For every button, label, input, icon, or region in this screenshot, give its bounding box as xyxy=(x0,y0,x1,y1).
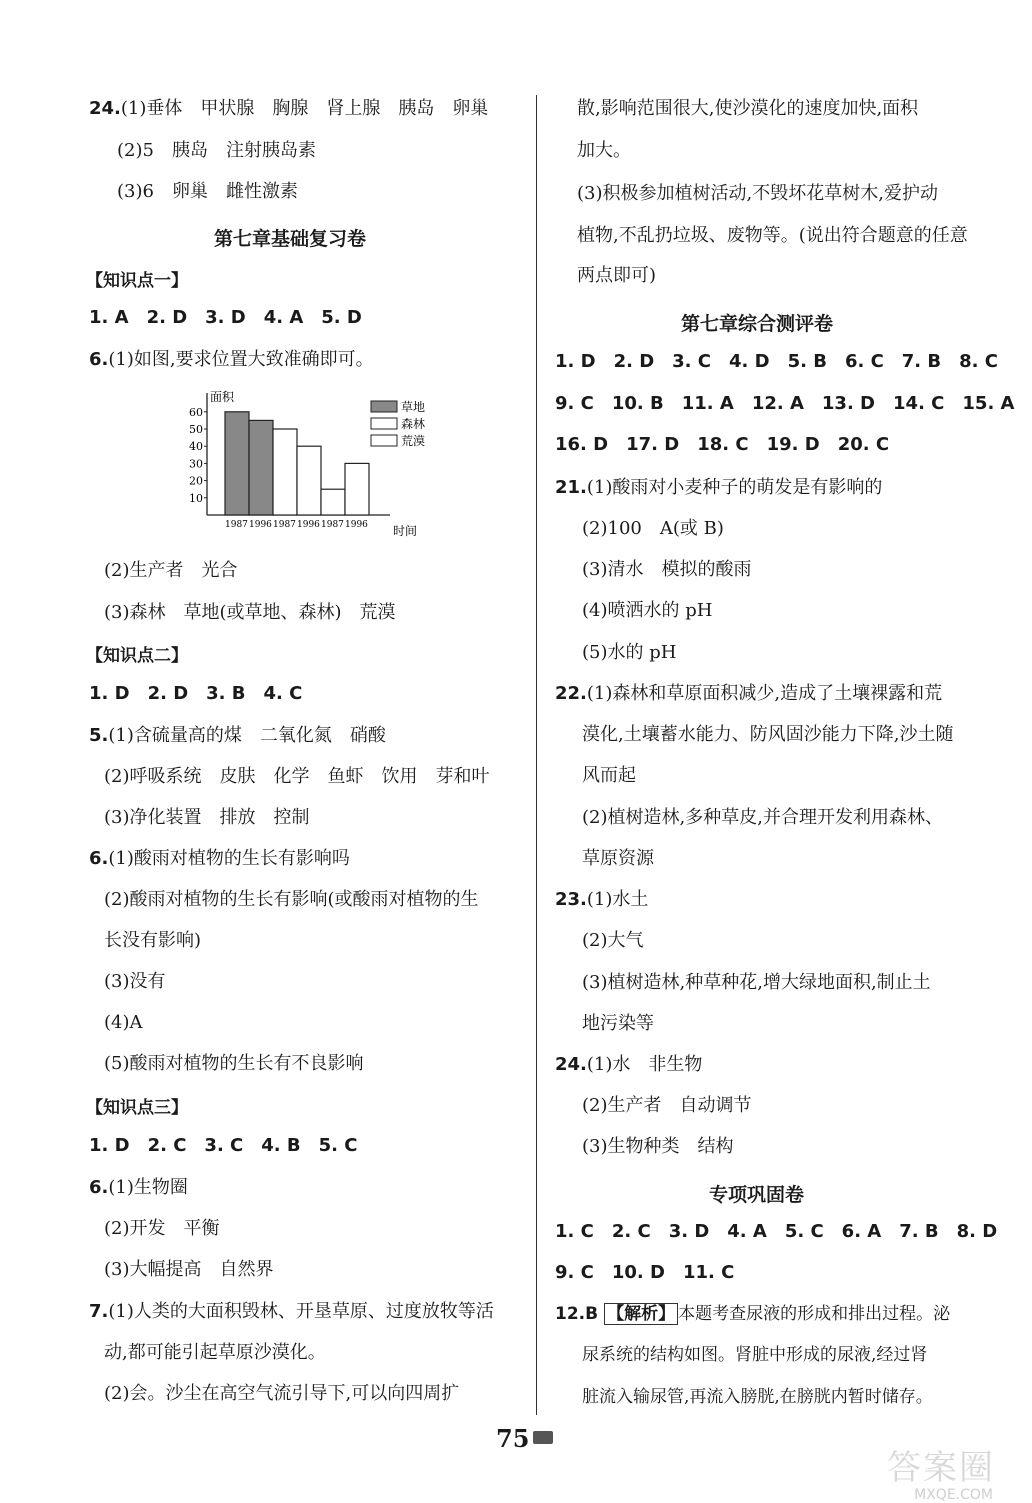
test-answers-row3: 16. D 17. D 18. C 19. D 20. C xyxy=(555,434,890,455)
x-tick-label: 1987 xyxy=(225,520,248,530)
y-tick-label: 40 xyxy=(189,440,203,454)
q21-line3: (3)清水 模拟的酸雨 xyxy=(582,559,752,580)
q12-line1: 12.B 【解析】 本题考查尿液的形成和排出过程。泌 xyxy=(555,1304,951,1324)
x-tick-label: 1996 xyxy=(345,520,368,530)
y-tick-label: 20 xyxy=(189,474,203,488)
q12-line3: 脏流入输尿管,再流入膀胱,在膀胱内暂时储存。 xyxy=(582,1387,933,1407)
test-answers-row1: 1. D 2. D 3. C 4. D 5. B 6. C 7. B 8. C xyxy=(555,351,998,372)
special-answers-row1: 1. C 2. C 3. D 4. A 5. C 6. A 7. B 8. D xyxy=(555,1221,998,1242)
q22-line1: 22.(1)森林和草原面积减少,造成了土壤裸露和荒 xyxy=(555,683,943,704)
kp1-answers: 1. A 2. D 3. D 4. A 5. D xyxy=(89,307,362,328)
q6b-line3: 长没有影响) xyxy=(104,930,202,951)
q24b-line2: (2)生产者 自动调节 xyxy=(582,1095,752,1116)
legend-swatch-森林 xyxy=(371,418,397,429)
section-title-chapter7-basic: 第七章基础复习卷 xyxy=(214,228,367,250)
bar-荒漠-1996 xyxy=(345,463,369,515)
r-line3: (3)积极参加植树活动,不毁坏花草树木,爱护动 xyxy=(577,183,938,204)
r-line2: 加大。 xyxy=(577,140,631,161)
bar-森林-1987 xyxy=(273,429,297,515)
q6b-line5: (4)A xyxy=(104,1012,143,1033)
column-divider xyxy=(536,95,537,1415)
area-bar-chart xyxy=(175,385,445,545)
q22-line2: 漠化,土壤蓄水能力、防风固沙能力下降,沙土随 xyxy=(582,724,954,745)
r-line4: 植物,不乱扔垃圾、废物等。(说出符合题意的任意 xyxy=(577,225,968,246)
section-title-special: 专项巩固卷 xyxy=(709,1184,805,1206)
x-tick-label: 1996 xyxy=(249,520,272,530)
q21-line5: (5)水的 pH xyxy=(582,642,677,663)
watermark-url: MXQE.COM xyxy=(914,1487,993,1503)
watermark-logo: 答案圈 xyxy=(887,1448,995,1488)
y-tick-label: 30 xyxy=(189,457,203,471)
x-tick-label: 1996 xyxy=(297,520,320,530)
q6b-line6: (5)酸雨对植物的生长有不良影响 xyxy=(104,1053,364,1074)
legend-label: 森林 xyxy=(401,417,426,431)
bar-草地-1987 xyxy=(225,412,249,515)
y-axis-label: 面积 xyxy=(210,390,235,404)
r-line1: 散,影响范围很大,使沙漠化的速度加快,面积 xyxy=(577,98,919,119)
q24-line3: (3)6 卵巢 雌性激素 xyxy=(117,181,298,202)
q7-line1: 7.(1)人类的大面积毁林、开垦草原、过度放牧等活 xyxy=(89,1301,494,1322)
q6b-line2: (2)酸雨对植物的生长有影响(或酸雨对植物的生 xyxy=(104,889,479,910)
legend-label: 荒漠 xyxy=(401,434,426,448)
q5-line3: (3)净化装置 排放 控制 xyxy=(104,807,310,828)
x-tick-label: 1987 xyxy=(321,520,344,530)
q23-line3: (3)植树造林,种草种花,增大绿地面积,制止土 xyxy=(582,972,931,993)
knowledge-point-3: 【知识点三】 xyxy=(86,1098,188,1118)
q6b-line4: (3)没有 xyxy=(104,971,166,992)
q23-line4: 地污染等 xyxy=(582,1013,654,1034)
q24b-line1: 24.(1)水 非生物 xyxy=(555,1054,703,1075)
page-number: 75 xyxy=(496,1424,530,1453)
y-tick-label: 60 xyxy=(189,405,203,419)
page-marker-icon xyxy=(533,1431,553,1444)
q7-line2: 动,都可能引起草原沙漠化。 xyxy=(104,1342,326,1363)
knowledge-point-2: 【知识点二】 xyxy=(86,646,188,666)
q6-line2: (2)生产者 光合 xyxy=(104,560,238,581)
kp2-answers: 1. D 2. D 3. B 4. C xyxy=(89,683,303,704)
legend-swatch-草地 xyxy=(371,401,397,412)
q23-line2: (2)大气 xyxy=(582,930,644,951)
r-line5: 两点即可) xyxy=(577,265,657,286)
knowledge-point-1: 【知识点一】 xyxy=(86,271,188,291)
q6b-line1: 6.(1)酸雨对植物的生长有影响吗 xyxy=(89,848,350,869)
q23-line1: 23.(1)水土 xyxy=(555,889,649,910)
y-tick-label: 10 xyxy=(189,491,203,505)
bar-森林-1996 xyxy=(297,446,321,515)
q6c-line3: (3)大幅提高 自然界 xyxy=(104,1259,274,1280)
q24-line1: 24.(1)垂体 甲状腺 胸腺 肾上腺 胰岛 卵巢 xyxy=(89,98,489,119)
q22-line5: 草原资源 xyxy=(582,848,654,869)
q24-line2: (2)5 胰岛 注射胰岛素 xyxy=(117,140,316,161)
y-tick-label: 50 xyxy=(189,423,203,436)
q5-line1: 5.(1)含硫量高的煤 二氧化氮 硝酸 xyxy=(89,725,386,746)
q6-line3: (3)森林 草地(或草地、森林) 荒漠 xyxy=(104,602,396,623)
x-axis-label: 时间 xyxy=(393,524,418,538)
legend-label: 草地 xyxy=(401,400,426,414)
q22-line3: 风而起 xyxy=(582,765,636,786)
test-answers-row2: 9. C 10. B 11. A 12. A 13. D 14. C 15. A xyxy=(555,393,1015,414)
q6-line1: 6.(1)如图,要求位置大致准确即可。 xyxy=(89,349,374,370)
q7-line3: (2)会。沙尘在高空气流引导下,可以向四周扩 xyxy=(104,1383,460,1404)
special-answers-row2: 9. C 10. D 11. C xyxy=(555,1262,735,1283)
q21-line4: (4)喷洒水的 pH xyxy=(582,600,713,621)
x-tick-label: 1987 xyxy=(273,520,296,530)
q12-line2: 尿系统的结构如图。肾脏中形成的尿液,经过肾 xyxy=(582,1345,928,1365)
analysis-tag: 【解析】 xyxy=(604,1303,678,1325)
section-title-chapter7-test: 第七章综合测评卷 xyxy=(681,313,834,335)
bar-荒漠-1987 xyxy=(321,489,345,515)
legend-swatch-荒漠 xyxy=(371,435,397,446)
q21-line1: 21.(1)酸雨对小麦种子的萌发是有影响的 xyxy=(555,477,883,498)
q22-line4: (2)植树造林,多种草皮,并合理开发利用森林、 xyxy=(582,807,943,828)
q24b-line3: (3)生物种类 结构 xyxy=(582,1136,734,1157)
kp3-answers: 1. D 2. C 3. C 4. B 5. C xyxy=(89,1135,358,1156)
q21-line2: (2)100 A(或 B) xyxy=(582,518,724,539)
q6c-line2: (2)开发 平衡 xyxy=(104,1218,220,1239)
bar-草地-1996 xyxy=(249,420,273,515)
q6c-line1: 6.(1)生物圈 xyxy=(89,1177,188,1198)
q5-line2: (2)呼吸系统 皮肤 化学 鱼虾 饮用 芽和叶 xyxy=(104,766,490,787)
